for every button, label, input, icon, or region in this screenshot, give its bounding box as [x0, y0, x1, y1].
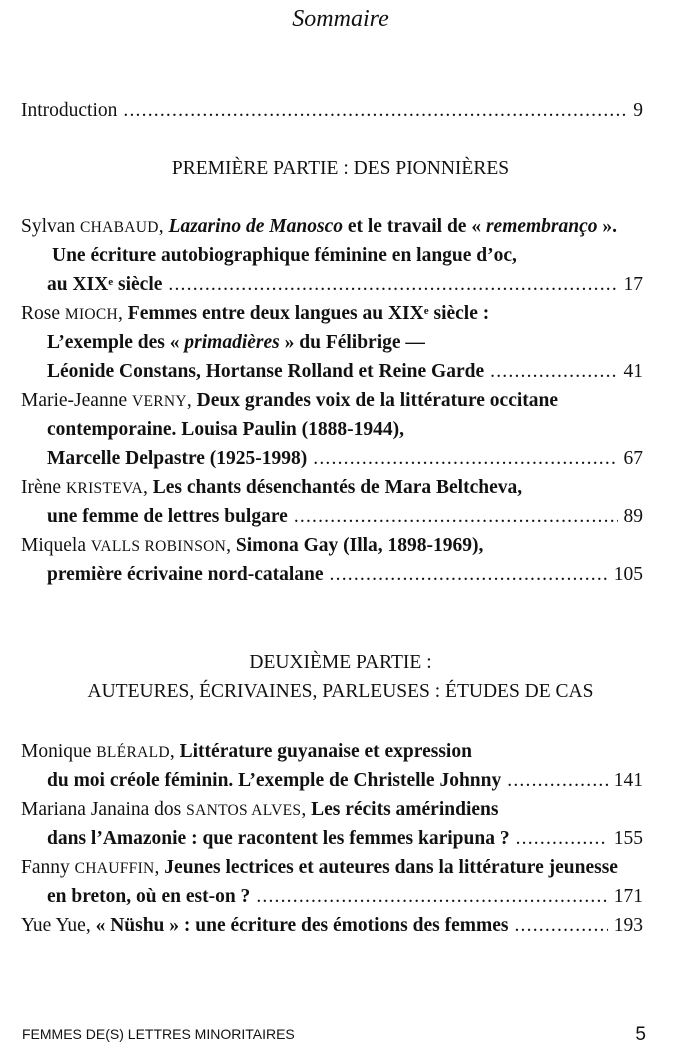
dot-leader — [330, 560, 608, 589]
entry-title-line: L’exemple des « primadières » du Félibrige — — [47, 332, 425, 353]
entry-title-line: contemporaine. Louisa Paulin (1888-1944), — [47, 419, 404, 440]
entry-title-line: au XIXe siècle — [47, 274, 163, 295]
author-last-name: SANTOS ALVES — [186, 802, 302, 819]
page-number: 67 — [623, 448, 643, 469]
page-number: 193 — [613, 915, 643, 936]
author-last-name: BLÉRALD — [96, 744, 170, 761]
entry-title-line: Littérature guyanaise et expression — [179, 741, 472, 762]
page-number: 89 — [623, 506, 643, 527]
toc-entry-line: Irène KRISTEVA, Les chants désenchantés de Mara Beltcheva, — [21, 477, 523, 498]
toc-entry-chauffin[interactable] — [47, 882, 643, 911]
toc-entry-verny[interactable] — [47, 444, 643, 473]
author-first-name: Rose — [21, 303, 65, 324]
entry-title-line: Femmes entre deux langues au XIXe siècle : — [127, 303, 490, 324]
toc-entry-line: Fanny CHAUFFIN, Jeunes lectrices et auteures dans la littérature jeunesse — [21, 857, 618, 878]
page-number: 9 — [633, 100, 643, 121]
entry-title-line: Jeunes lectrices et auteures dans la littérature jeunesse — [164, 857, 618, 878]
dot-leader — [123, 96, 627, 125]
running-title: FEMMES DE(S) LETTRES MINORITAIRES — [22, 1026, 295, 1042]
page-number: 41 — [623, 361, 643, 382]
dot-leader — [294, 502, 618, 531]
toc-entry-line: Monique BLÉRALD, Littérature guyanaise et expression — [21, 741, 472, 762]
toc-entry-valls-robinson[interactable] — [47, 560, 643, 589]
author-last-name: MIOCH — [64, 306, 119, 323]
author-first-name: Monique — [21, 741, 97, 762]
folio-number: 5 — [635, 1024, 646, 1045]
author-last-name: CHABAUD — [80, 219, 159, 236]
toc-entry-line: Mariana Janaina dos SANTOS ALVES, Les récits amérindiens — [21, 799, 499, 820]
page-number: 105 — [613, 564, 643, 585]
entry-title-line: Les chants désenchantés de Mara Beltcheva, — [152, 477, 523, 498]
toc-entry-introduction[interactable] — [21, 96, 643, 125]
page-number: 141 — [613, 770, 643, 791]
dot-leader — [507, 766, 607, 795]
toc-entry-yue-yue[interactable]: Yue Yue, « Nüshu » : une écriture des émotions des femmes ..... 193 — [21, 911, 643, 940]
author-first-name: Mariana Janaina dos — [21, 799, 187, 820]
page-number: 17 — [623, 274, 643, 295]
part-heading: DEUXIÈME PARTIE : — [249, 652, 432, 673]
toc-entry-kristeva[interactable] — [47, 502, 643, 531]
author-first-name: Fanny — [21, 857, 75, 878]
entry-title-line: Léonide Constans, Hortanse Rolland et Reine Garde — [47, 361, 485, 382]
title-italic: Lazarino de Manosco — [168, 216, 343, 237]
author-first-name: Marie-Jeanne — [21, 390, 132, 411]
author-first-name: Miquela — [21, 535, 91, 556]
entry-title-line: première écrivaine nord-catalane — [47, 564, 324, 585]
page-number: 171 — [613, 886, 643, 907]
part-subheading: AUTEURES, ÉCRIVAINES, PARLEUSES : ÉTUDES DE CAS — [87, 681, 594, 702]
entry-title-line: Une écriture autobiographique féminine en langue d’oc, — [52, 245, 517, 266]
entry-title-line: en breton, où en est-on ? — [47, 886, 251, 907]
author-first-name: Sylvan — [21, 216, 81, 237]
toc-entry-line: Sylvan CHABAUD, Lazarino de Manosco et le travail de « remembranço ». — [21, 216, 618, 237]
entry-title-line: du moi créole féminin. L’exemple de Christelle Johnny — [47, 770, 502, 791]
page-number: 155 — [613, 828, 643, 849]
toc-entry-mioch[interactable] — [47, 357, 643, 386]
page-title: Sommaire — [292, 6, 389, 32]
entry-title-line: Marcelle Delpastre (1925-1998) — [47, 448, 308, 469]
toc-entry-blerald[interactable] — [47, 766, 643, 795]
toc-entry-line — [0, 241, 681, 270]
entry-title-line: Simona Gay (Illa, 1898-1969), — [235, 535, 484, 556]
author-first-name: Irène — [21, 477, 66, 498]
entry-title-line: une femme de lettres bulgare — [47, 506, 288, 527]
dot-leader — [168, 270, 617, 299]
author-last-name: VERNY — [131, 393, 187, 410]
author-first-name: Yue Yue — [21, 915, 86, 936]
toc-entry-line: Rose MIOCH, Femmes entre deux langues au XIXe siècle : — [21, 303, 490, 324]
entry-title-line: Les récits amérindiens — [311, 799, 499, 820]
author-last-name: CHAUFFIN — [74, 860, 155, 877]
author-last-name: VALLS ROBINSON — [90, 538, 227, 555]
intro-label: Introduction — [21, 100, 118, 121]
part-heading: PREMIÈRE PARTIE : DES PIONNIÈRES — [171, 158, 510, 179]
toc-entry-line: Miquela VALLS ROBINSON, Simona Gay (Illa, 1898-1969), — [21, 535, 484, 556]
toc-entry-chabaud[interactable] — [47, 270, 643, 299]
author-last-name: KRISTEVA — [65, 480, 143, 497]
dot-leader — [490, 357, 617, 386]
dot-leader — [256, 882, 607, 911]
dot-leader — [514, 911, 607, 940]
toc-entry-line: Marie-Jeanne VERNY, Deux grandes voix de la littérature occitane — [21, 390, 559, 411]
toc-entry-line — [0, 328, 681, 357]
toc-entry-line — [0, 415, 681, 444]
toc-entry-santos-alves[interactable] — [47, 824, 643, 853]
dot-leader — [516, 824, 608, 853]
entry-title-line: Deux grandes voix de la littérature occitane — [196, 390, 559, 411]
dot-leader — [313, 444, 617, 473]
entry-title-line: « Nüshu » : une écriture des émotions des femmes — [95, 915, 509, 936]
entry-title-line: dans l’Amazonie : que racontent les femmes karipuna ? — [47, 828, 510, 849]
